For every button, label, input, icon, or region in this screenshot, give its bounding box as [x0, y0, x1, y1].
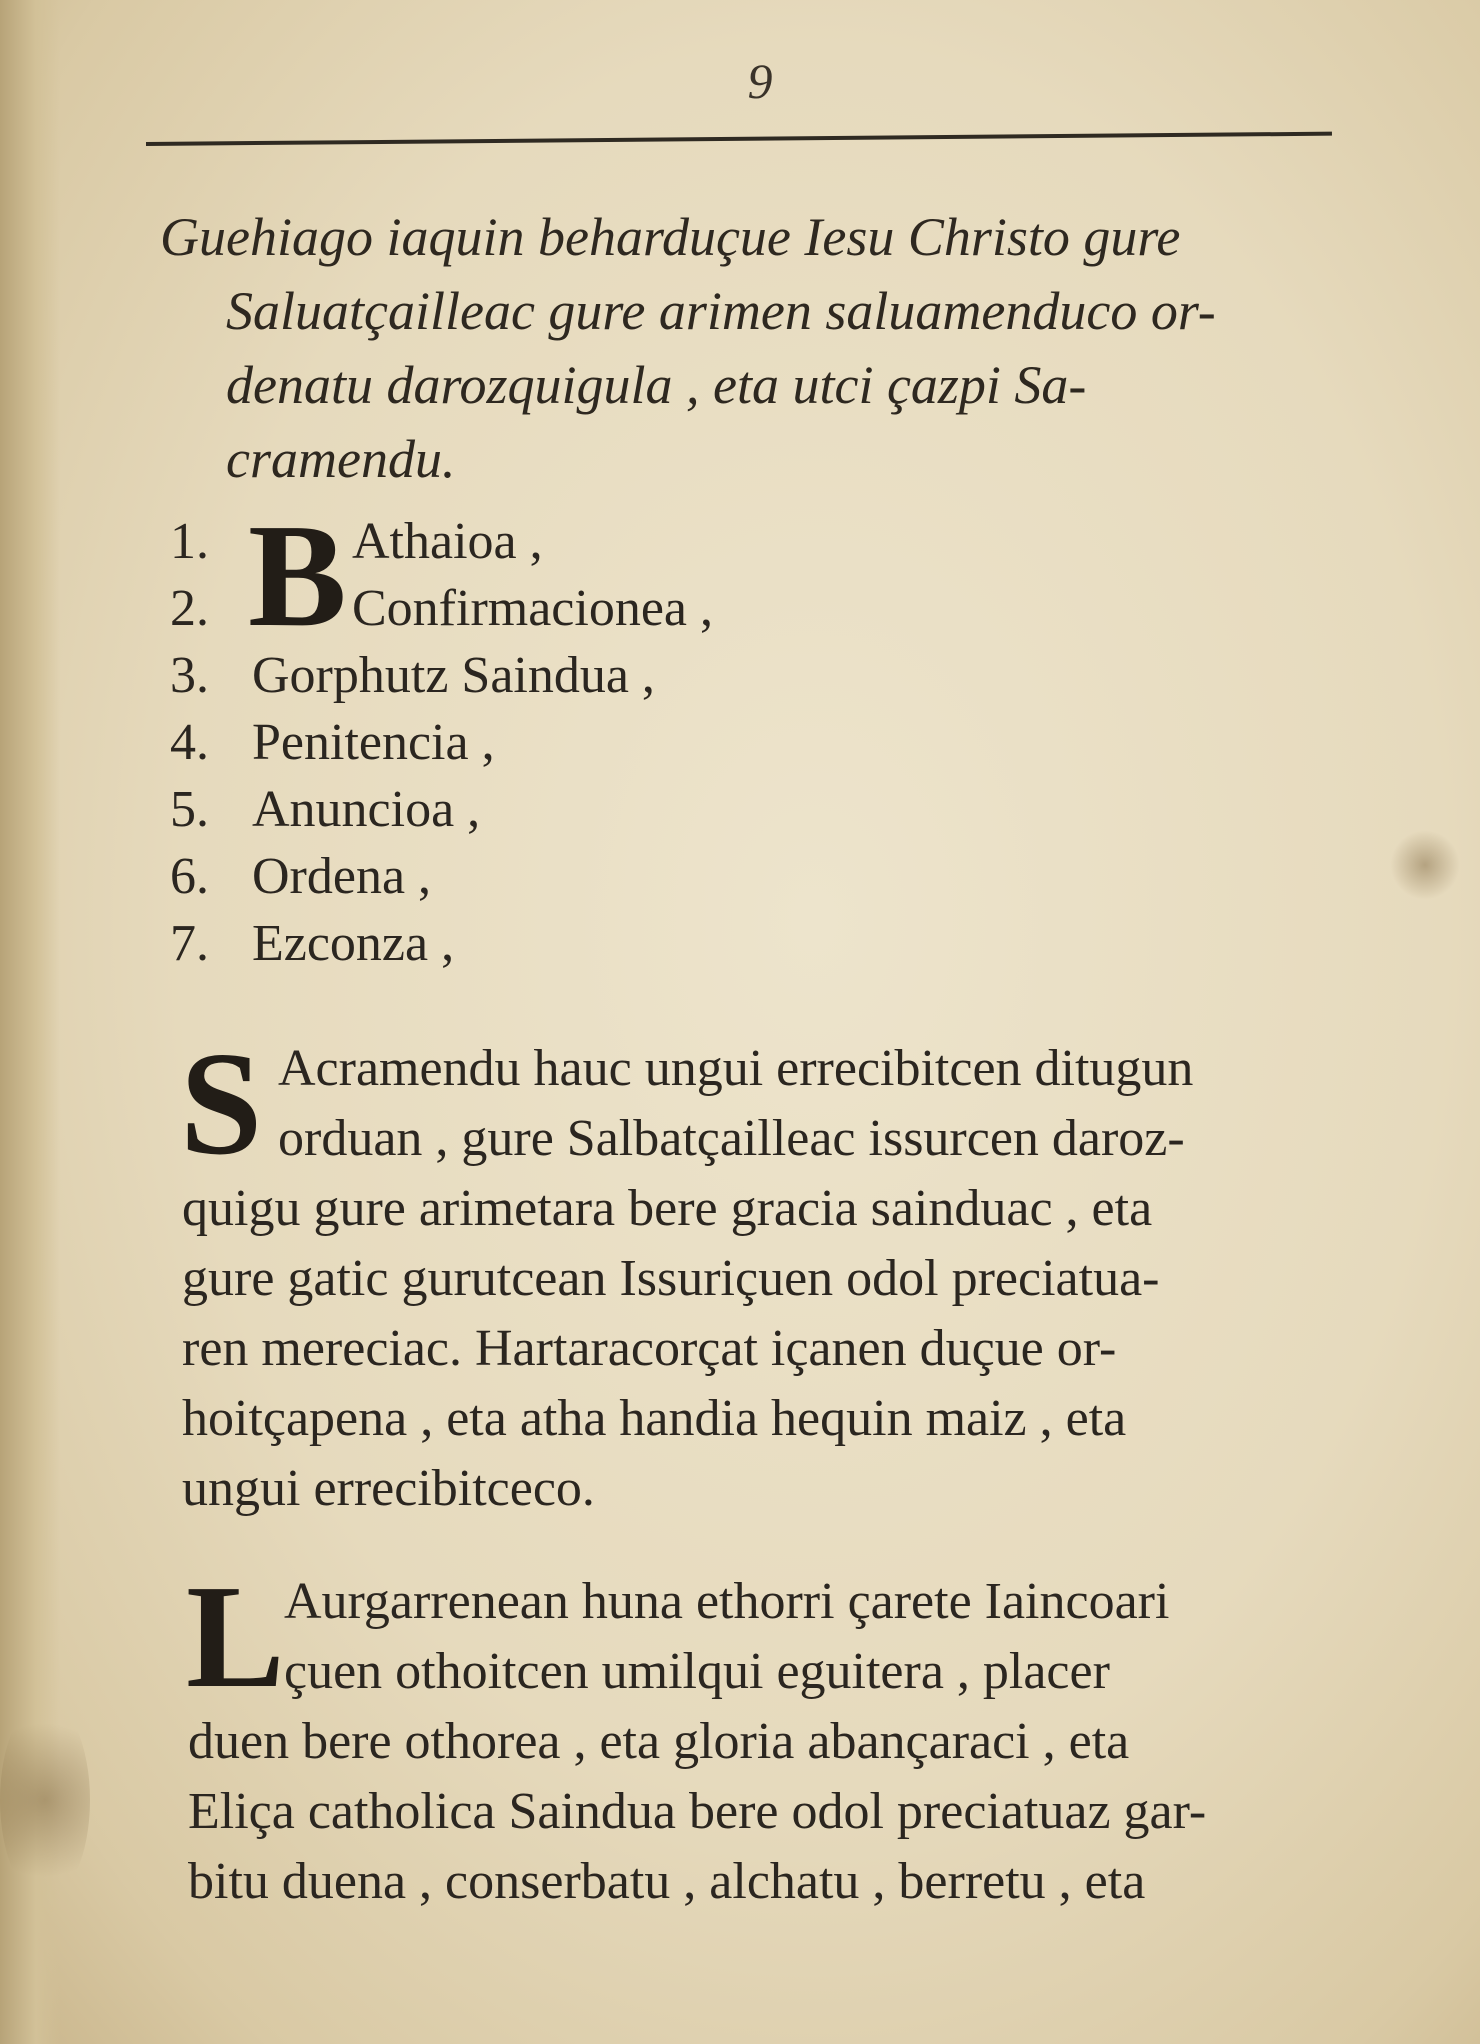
list-name: Athaioa ,	[352, 513, 543, 570]
paragraph-line: Aurgarrenean huna ethorri çarete Iaincoari	[284, 1573, 1170, 1630]
heading-line: denatu darozquigula , eta utci çazpi Sa-	[226, 355, 1087, 415]
list-name: Ordena ,	[252, 848, 432, 905]
drop-cap: S	[180, 1022, 263, 1186]
list-name: Confirmacionea ,	[352, 580, 713, 637]
list-number: 7.	[170, 915, 209, 972]
body-paragraph	[180, 1022, 1402, 1524]
heading-line: Saluatçailleac gure arimen saluamenduco or-	[226, 281, 1216, 341]
list-item	[170, 642, 1070, 709]
list-name: Anuncioa ,	[252, 781, 481, 838]
list-item	[170, 910, 1070, 977]
paragraph-line: Eliça catholica Saindua bere odol preciatuaz gar-	[188, 1783, 1207, 1840]
list-name: Gorphutz Saindua ,	[252, 647, 655, 704]
list-name: Ezconza ,	[252, 915, 455, 972]
drop-cap: B	[248, 494, 347, 658]
paragraph-line: bitu duena , conserbatu , alchatu , berretu , eta	[188, 1853, 1146, 1910]
list-number: 1.	[170, 513, 209, 570]
paragraph-line: çuen othoitcen umilqui eguitera , placer	[284, 1643, 1110, 1700]
list-number: 5.	[170, 781, 209, 838]
paragraph-line: ungui errecibitceco.	[182, 1460, 595, 1517]
list-item	[170, 843, 1070, 910]
drop-cap: L	[186, 1555, 285, 1719]
page-number: 9	[747, 53, 773, 109]
list-name: Penitencia ,	[252, 714, 495, 771]
list-item	[170, 508, 1070, 575]
paragraph-line: Acramendu hauc ungui errecibitcen ditugun	[278, 1040, 1194, 1097]
body-paragraph	[186, 1555, 1408, 1917]
list-item	[170, 709, 1070, 776]
paragraph-line: ren mereciac. Hartaracorçat içanen duçue or-	[182, 1320, 1117, 1377]
paragraph-line: duen bere othorea , eta gloria abançaraci , eta	[188, 1713, 1130, 1770]
list-number: 4.	[170, 714, 209, 771]
section-heading	[160, 200, 1360, 496]
paper-stain	[0, 1700, 90, 1900]
heading-line: Guehiago iaquin beharduçue Iesu Christo gure	[160, 207, 1181, 267]
sacrament-list	[170, 494, 1070, 977]
list-number: 2.	[170, 580, 209, 637]
list-number: 6.	[170, 848, 209, 905]
paper-stain	[1390, 830, 1460, 900]
heading-line: cramendu.	[226, 429, 456, 489]
list-item	[170, 575, 1070, 642]
paragraph-line: hoitçapena , eta atha handia hequin maiz , eta	[182, 1390, 1127, 1447]
list-number: 3.	[170, 647, 209, 704]
paragraph-line: orduan , gure Salbatçailleac issurcen daroz-	[278, 1110, 1185, 1167]
header-rule	[146, 132, 1332, 146]
list-item	[170, 776, 1070, 843]
paragraph-line: gure gatic gurutcean Issuriçuen odol preciatua-	[182, 1250, 1160, 1307]
paragraph-line: quigu gure arimetara bere gracia sainduac , eta	[182, 1180, 1153, 1237]
